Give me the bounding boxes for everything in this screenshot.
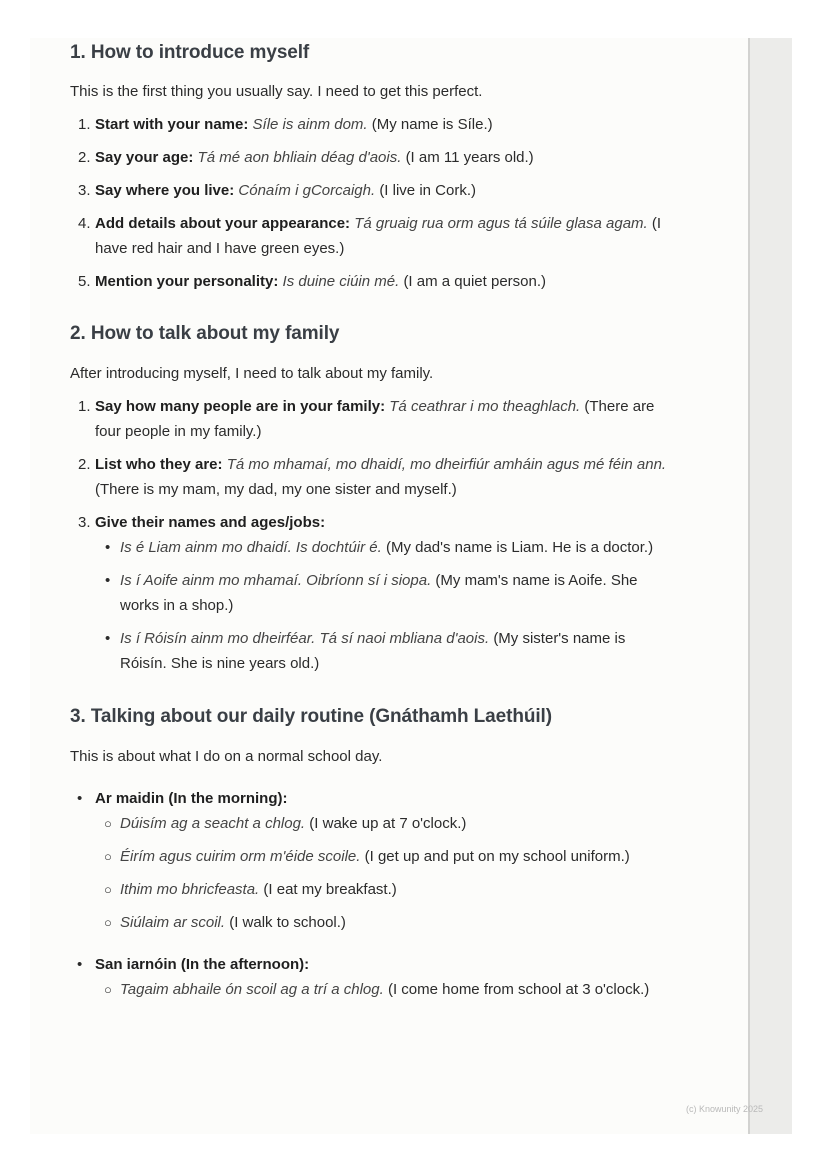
list-item: 2. List who they are: Tá mo mhamaí, mo dhaidí, mo dheirfiúr amháin agus mé féin ann. (There is my mam, my dad, my one sister and myself.) [78,456,667,498]
sub-list-item: ○ Siúlaim ar scoil. (I walk to school.) [70,910,670,935]
section-3-intro: This is about what I do on a normal school day. [70,748,383,765]
section-2-intro: After introducing myself, I need to talk about my family. [70,365,434,382]
list-item: 4. Add details about your appearance: Tá gruaig rua orm agus tá súile glasa agam. (I have red hair and I have green eyes.) [78,215,662,257]
section-2-list [70,394,670,676]
list-item: 3. Say where you live: Cónaím i gCorcaigh. (I live in Cork.) [78,182,476,199]
bullet: ○ [104,849,112,864]
bullet: ○ [104,982,112,997]
list-item: 5. Mention your personality: Is duine ciúin mé. (I am a quiet person.) [78,273,547,290]
sub-list-item: ○ Tagaim abhaile ón scoil ag a trí a chlog. (I come home from school at 3 o'clock.) [70,977,670,1002]
bullet: ○ [104,816,112,831]
list-item: 2. Say your age: Tá mé aon bhliain déag d'aois. (I am 11 years old.) [78,149,534,166]
bullet: • [105,572,111,589]
list-item: 1. Say how many people are in your family: Tá ceathrar i mo theaghlach. (There are four people in my family.) [78,398,655,440]
section-3-list [70,786,670,1002]
list-item: 3. Give their names and ages/jobs: [78,514,326,531]
sub-list-item: • Is í Aoife ainm mo mhamaí. Oibríonn sí i siopa. (My mam's name is Aoife. She works in a shop.) [70,568,670,618]
sub-list-item: • Is é Liam ainm mo dhaidí. Is dochtúir é. (My dad's name is Liam. He is a doctor.) [70,535,670,560]
document-content [70,40,670,1002]
section-3-title: 3. Talking about our daily routine (Gnáthamh Laethúil) [70,706,552,727]
list-item: • Ar maidin (In the morning): [70,786,670,811]
copyright-footer: (c) Knowunity 2025 [686,1104,764,1114]
bullet: • [77,956,83,973]
sub-list-item: ○ Éirím agus cuirim orm m'éide scoile. (I get up and put on my school uniform.) [70,844,670,869]
section-2-title: 2. How to talk about my family [70,323,340,344]
scrollbar-track[interactable] [748,38,792,1134]
bullet: • [105,630,111,647]
bullet: ○ [104,882,112,897]
bullet: • [105,539,111,556]
sub-list-item: ○ Dúisím ag a seacht a chlog. (I wake up at 7 o'clock.) [70,811,670,836]
section-1-title: 1. How to introduce myself [70,42,310,63]
sub-list-item: ○ Ithim mo bhricfeasta. (I eat my breakfast.) [70,877,670,902]
section-1-list [70,112,670,294]
bullet: ○ [104,915,112,930]
section-1-intro: This is the first thing you usually say. I need to get this perfect. [70,83,483,100]
bullet: • [77,790,83,807]
list-item: 1. Start with your name: Síle is ainm dom. (My name is Síle.) [78,116,493,133]
sub-list-item: • Is í Róisín ainm mo dheirféar. Tá sí naoi mbliana d'aois. (My sister's name is Róisín. She is nine years old.) [70,626,670,676]
list-item: • San iarnóin (In the afternoon): [70,952,670,977]
